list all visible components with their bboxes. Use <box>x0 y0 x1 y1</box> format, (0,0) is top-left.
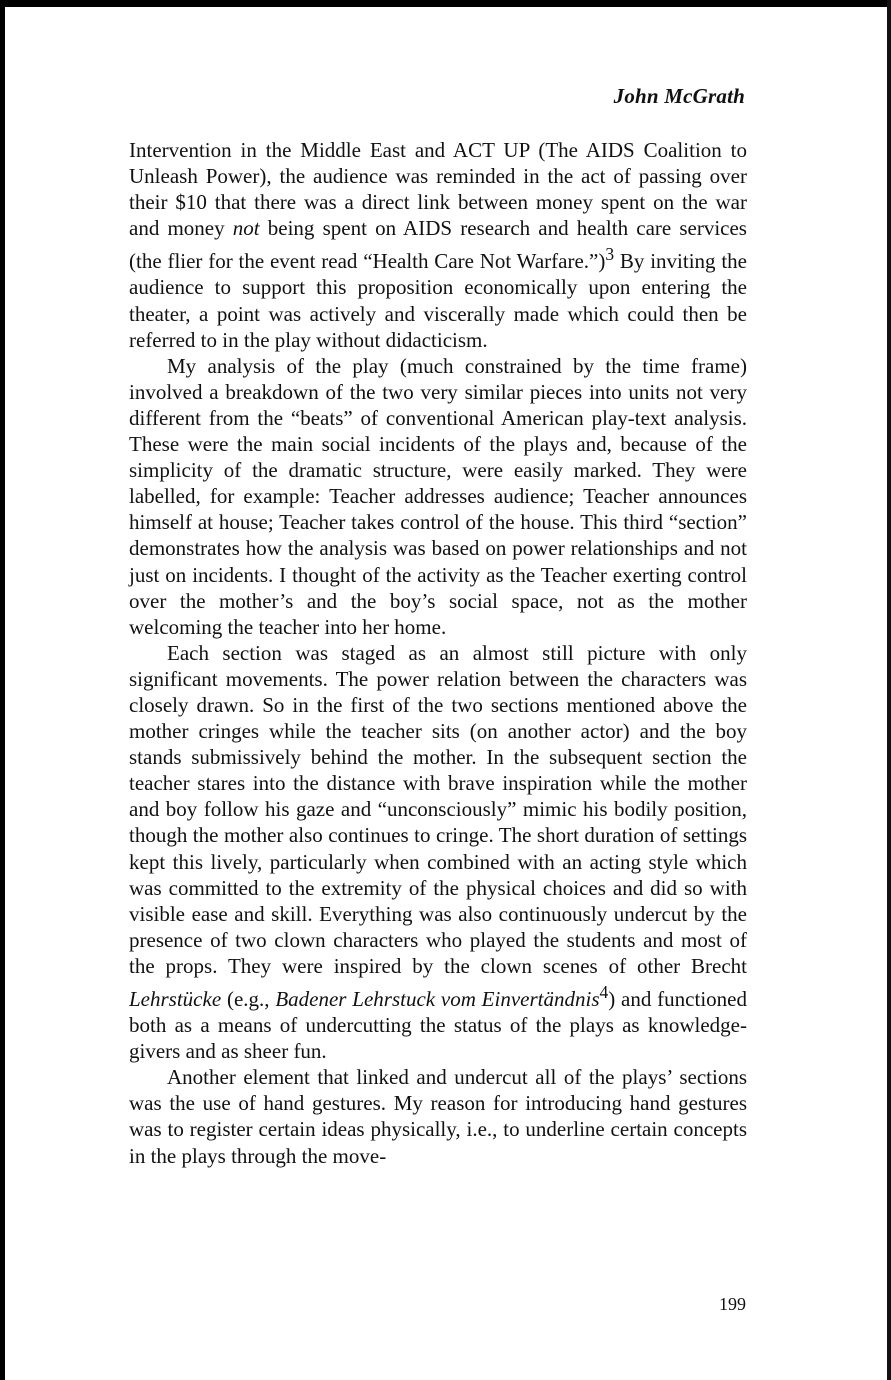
running-head: John McGrath <box>613 84 745 108</box>
text-run: (e.g., <box>221 987 276 1011</box>
body-text <box>129 137 747 1169</box>
scan-border-right <box>887 0 891 1380</box>
text-run: Another element that linked and undercut all of the plays’ sections was the use of hand gestures. My reason for introducing hand gestures was to register certain ideas physically, i.e., to underline certain concepts in the plays through the move- <box>129 1065 747 1168</box>
text-run: My analysis of the play (much constrained by the time frame) involved a breakdown of the two very similar pieces into units not very different from the “beats” of conventional American play-text analysis. These were the main social incidents of the plays and, because of the simplicity of the dramatic structure, were easily marked. They were labelled, for example: Teacher addresses audience; Teacher announces himself at house; Teacher takes control of the house. This third “section” demonstrates how the analysis was based on power relationships and not just on incidents. I thought of the activity as the Teacher exerting control over the mother’s and the boy’s social space, not as the mother welcoming the teacher into her home. <box>129 353 747 639</box>
title-lehrstucke: Lehrstücke <box>129 987 222 1011</box>
text-run: By inviting the audience to support this proposition economically upon entering the theater, a point was actively and viscerally made which could then be referred to in the play without didacticism. <box>129 249 747 352</box>
book-page <box>129 0 747 1380</box>
footnote-ref-3: 3 <box>605 244 615 265</box>
text-run: ) and functioned both as a means of undercutting the status of the plays as knowledge-givers and as sheer fun. <box>129 987 747 1064</box>
paragraph-1 <box>129 137 747 353</box>
text-run: Each section was staged as an almost still picture with only significant movements. The power relation between the characters was closely drawn. So in the first of the two sections mentioned above the mother cringes while the teacher sits (on another actor) and the boy stands submissively behind the mother. In the subsequent section the teacher stares into the distance with brave inspiration while the mother and boy follow his gaze and “unconsciously” mimic his bodily position, though the mother also continues to cringe. The short duration of settings kept this lively, particularly when combined with an acting style which was committed to the extremity of the physical choices and did so with visible ease and skill. Everything was also continuously undercut by the presence of two clown characters who played the students and most of the props. They were inspired by the clown scenes of other Brecht <box>129 640 747 978</box>
text-run: Intervention in the Middle East and ACT UP (The AIDS Coalition to Unleash Power), the audience was reminded in the act of passing over their $10 that there was a direct link between money spent on the war and money <box>129 138 747 241</box>
scan-border-left <box>0 0 5 1380</box>
paragraph-3 <box>129 640 747 1065</box>
paragraph-4 <box>129 1064 747 1168</box>
page-number: 199 <box>719 1294 746 1314</box>
paragraph-2 <box>129 353 747 640</box>
title-badener-lehrstuck: Badener Lehrstuck vom Einvertändnis <box>275 987 600 1011</box>
text-run: being spent on AIDS research and health care services (the flier for the event read “Health Care Not Warfare.”) <box>129 216 747 274</box>
emphasis-not: not <box>232 216 260 241</box>
footnote-ref-4: 4 <box>599 982 609 1002</box>
